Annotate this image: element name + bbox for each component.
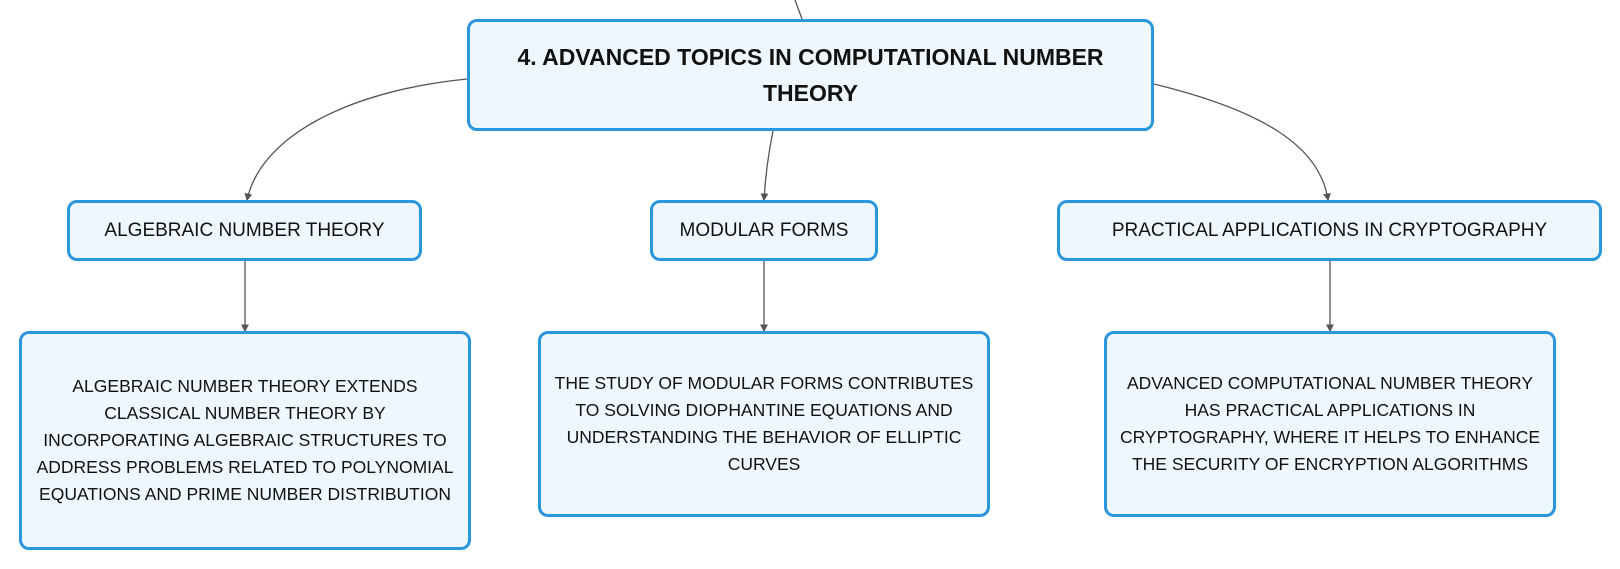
detail-text: ADVANCED COMPUTATIONAL NUMBER THEORY HAS PRACTICAL APPLICATIONS IN CRYPTOGRAPHY, WHERE IT HELPS TO ENHANCE THE SECURITY OF ENCRYPTION ALGORITHMS	[1119, 373, 1541, 474]
connector-root-to-modular	[764, 131, 773, 200]
subtopic-label: MODULAR FORMS	[679, 219, 849, 241]
connector-root-to-algebraic	[247, 79, 467, 200]
subtopic-label: ALGEBRAIC NUMBER THEORY	[104, 219, 385, 241]
detail-node-algebraic-number-theory[interactable]	[19, 331, 471, 550]
detail-text: THE STUDY OF MODULAR FORMS CONTRIBUTES TO SOLVING DIOPHANTINE EQUATIONS AND UNDERSTANDING THE BEHAVIOR OF ELLIPTIC CURVES	[554, 373, 974, 474]
subtopic-node-algebraic-number-theory[interactable]	[67, 200, 422, 261]
subtopic-node-cryptography[interactable]	[1057, 200, 1602, 261]
connector-parent-to-root	[795, 0, 802, 19]
subtopic-node-modular-forms[interactable]	[650, 200, 878, 261]
subtopic-label: PRACTICAL APPLICATIONS IN CRYPTOGRAPHY	[1111, 219, 1548, 241]
detail-node-cryptography[interactable]	[1104, 331, 1556, 517]
detail-text: ALGEBRAIC NUMBER THEORY EXTENDS CLASSICAL NUMBER THEORY BY INCORPORATING ALGEBRAIC STRUCTURES TO ADDRESS PROBLEMS RELATED TO POLYNOMIAL EQUATIONS AND PRIME NUMBER DISTRIBUTION	[36, 376, 454, 504]
root-topic-node[interactable]	[467, 19, 1154, 131]
detail-node-modular-forms[interactable]	[538, 331, 990, 517]
root-topic-label: 4. ADVANCED TOPICS IN COMPUTATIONAL NUMBER THEORY	[517, 44, 1104, 106]
connector-root-to-cryptography	[1154, 84, 1328, 200]
